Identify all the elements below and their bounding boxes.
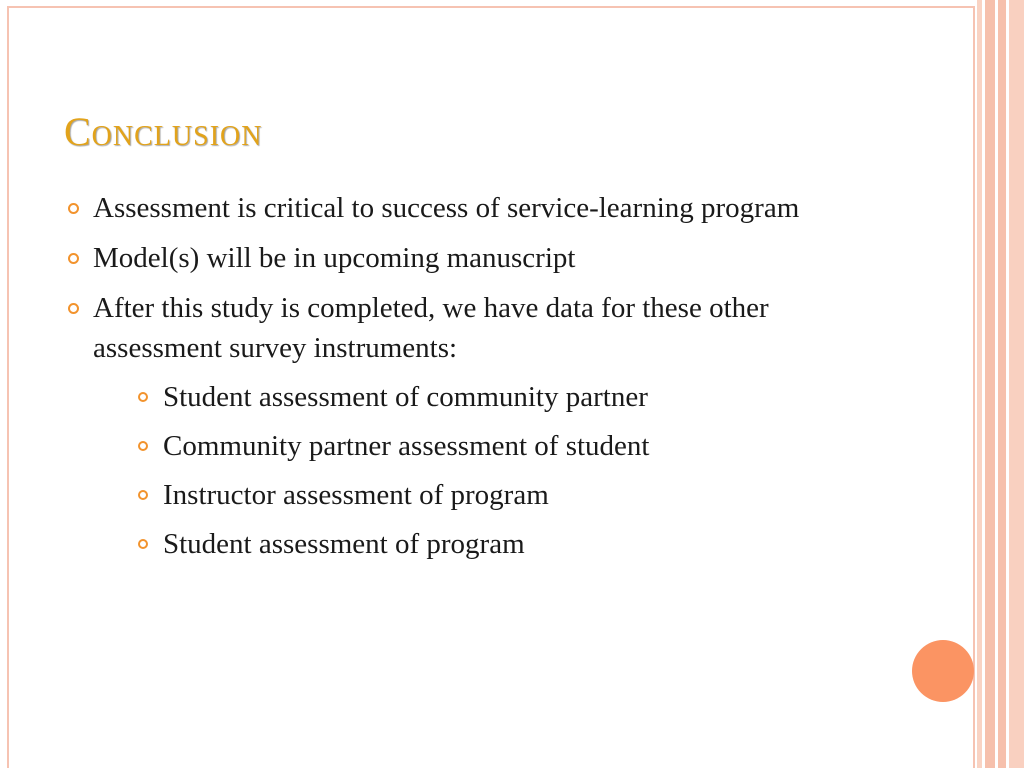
sub-bullet-text: Community partner assessment of student: [163, 430, 650, 462]
ring-bullet-icon: [138, 392, 148, 402]
sub-bullet-item: [93, 426, 886, 466]
ring-bullet-icon: [68, 303, 79, 314]
decorative-stripe: [1009, 0, 1024, 768]
ring-bullet-icon: [68, 203, 79, 214]
decorative-stripe: [977, 0, 982, 768]
ring-bullet-icon: [138, 539, 148, 549]
bullet-item: [66, 188, 886, 228]
ring-bullet-icon: [138, 490, 148, 500]
decorative-circle: [912, 640, 974, 702]
slide-title: Conclusion: [64, 109, 263, 154]
sub-bullet-item: [93, 524, 886, 564]
bullet-item: [66, 288, 886, 564]
sub-bullet-item: [93, 377, 886, 417]
bullet-item: [66, 238, 886, 278]
sub-bullet-list: [93, 377, 886, 564]
sub-bullet-item: [93, 475, 886, 515]
decorative-stripe: [985, 0, 995, 768]
bullet-text: Model(s) will be in upcoming manuscript: [93, 242, 576, 274]
bullet-text: Assessment is critical to success of service-learning program: [93, 192, 800, 224]
sub-bullet-text: Student assessment of program: [163, 528, 525, 560]
sub-bullet-text: Student assessment of community partner: [163, 381, 648, 413]
bullet-list: [66, 188, 886, 574]
ring-bullet-icon: [68, 253, 79, 264]
decorative-stripe: [998, 0, 1006, 768]
ring-bullet-icon: [138, 441, 148, 451]
bullet-text: After this study is completed, we have data for these other assessment survey instruments:: [93, 292, 769, 364]
sub-bullet-text: Instructor assessment of program: [163, 479, 549, 511]
